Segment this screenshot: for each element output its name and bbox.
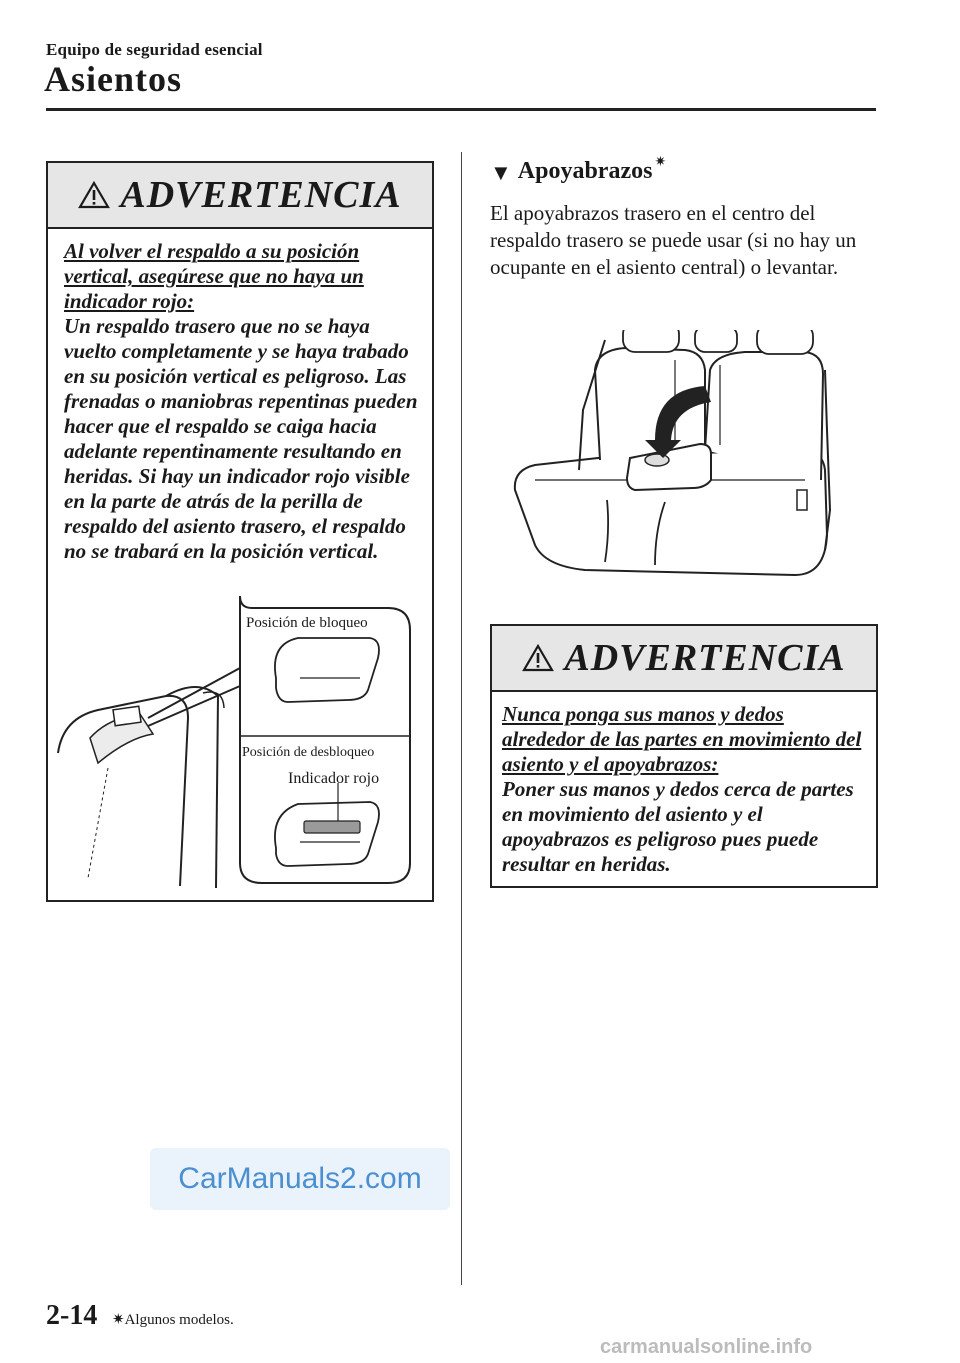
warning-header <box>492 626 876 692</box>
rear-seat-armrest-illustration <box>505 330 845 590</box>
lock-position-knob <box>275 638 379 702</box>
warning-body: Poner sus manos y dedos cerca de partes en movimiento del asiento y el apoyabrazos es peligroso pues puede resultar en heridas. <box>502 777 854 876</box>
warning-underlined: Al volver el respaldo a su posición vertical, asegúrese que no haya un indicador rojo: <box>64 239 364 313</box>
page-title: Asientos <box>44 59 183 99</box>
label-lock-position: Posición de bloqueo <box>246 615 368 631</box>
warning-triangle-icon <box>522 644 554 672</box>
warning-box-left <box>46 161 434 902</box>
seatback-knob-illustration <box>48 578 432 898</box>
page-number: 2-14 <box>46 1300 98 1331</box>
red-indicator <box>304 821 360 833</box>
watermark-logo: CarManuals2.com <box>150 1148 450 1210</box>
footnote-text: Algunos modelos. <box>124 1312 234 1328</box>
armrest-description: El apoyabrazos trasero en el centro del respaldo trasero se puede usar (si no hay un ocupante en el asiento central) o levantar. <box>490 201 857 279</box>
heading-marker-icon: ▼ <box>490 160 512 185</box>
warning-text <box>492 692 876 877</box>
label-unlock-position: Posición de desbloqueo <box>242 745 375 760</box>
footnote <box>112 1310 234 1329</box>
column-divider <box>461 152 462 1285</box>
warning-triangle-icon <box>78 181 110 209</box>
armrest-heading <box>490 155 667 186</box>
warning-text <box>48 229 432 564</box>
warning-title: ADVERTENCIA <box>120 174 402 216</box>
footnote-star-icon: ✷ <box>112 1312 125 1328</box>
armrest-heading-text: Apoyabrazos <box>517 158 653 184</box>
some-models-star-icon: ✷ <box>654 155 667 170</box>
unlock-position-knob <box>275 783 379 866</box>
header-divider <box>46 108 876 111</box>
label-red-indicator: Indicador rojo <box>288 770 380 787</box>
warning-underlined: Nunca ponga sus manos y dedos alrededor de las partes en movimiento del asiento y el apoyabrazos: <box>502 702 862 776</box>
site-url: carmanualsonline.info <box>600 1336 813 1358</box>
warning-title: ADVERTENCIA <box>564 637 846 679</box>
warning-body: Un respaldo trasero que no se haya vuelto completamente y se haya trabado en su posición vertical es peligroso. Las frenadas o maniobras repentinas pueden hacer que el respaldo se caiga hacia adelante repentinamente resultando en heridas. Si hay un indicador rojo visible en la parte de atrás de la perilla de respaldo del asiento trasero, el respaldo no se trabará en la posición vertical. <box>64 314 418 563</box>
warning-header <box>48 163 432 229</box>
warning-box-right <box>490 624 878 888</box>
section-label: Equipo de seguridad esencial <box>46 40 263 59</box>
